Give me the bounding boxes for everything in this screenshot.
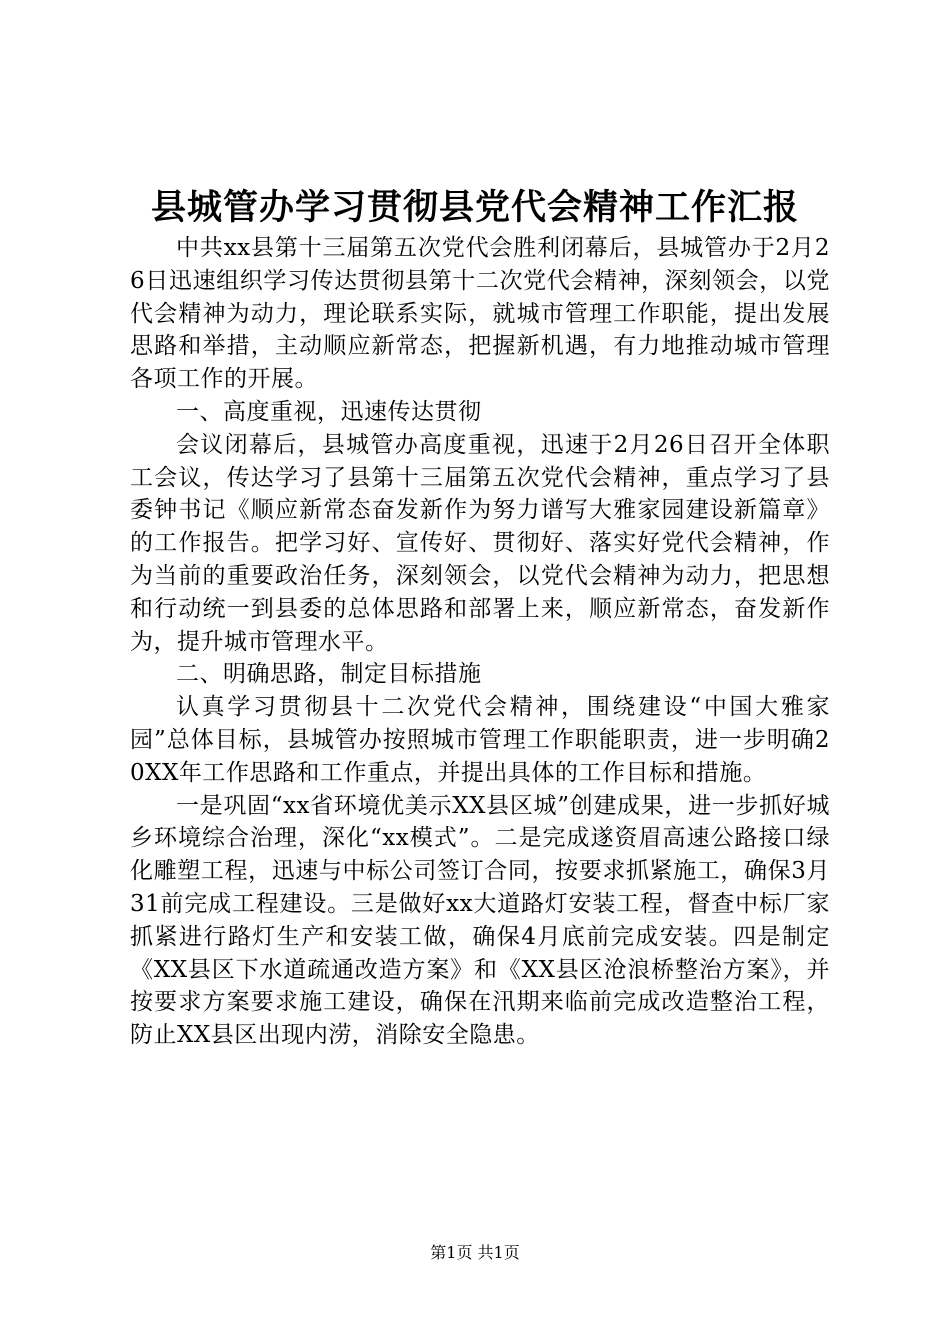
section-heading-1: 一、高度重视，迅速传达贯彻 — [176, 398, 482, 425]
paragraph-section-2: 认真学习贯彻县十二次党代会精神，围绕建设“中国大雅家园”总体目标，县城管办按照城市管理工作职能职责，进一步明确20XX年工作思路和工作重点，并提出具体的工作目标和措施。 — [130, 694, 830, 786]
paragraph-intro: 中共xx县第十三届第五次党代会胜利闭幕后，县城管办于2月26日迅速组织学习传达贯彻县第十二次党代会精神，深刻领会，以党代会精神为动力，理论联系实际，就城市管理工作职能，提出发展思路和举措，主动顺应新常态，把握新机遇，有力地推动城市管理各项工作的开展。 — [130, 235, 830, 393]
document-body — [130, 232, 830, 1052]
section-heading-2: 二、明确思路，制定目标措施 — [176, 661, 482, 688]
page-number: 第1页 — [430, 1243, 473, 1262]
page-footer — [0, 1242, 950, 1264]
document-title: 县城管办学习贯彻县党代会精神工作汇报 — [150, 187, 799, 228]
paragraph-section-1: 会议闭幕后，县城管办高度重视，迅速于2月26日召开全体职工会议，传达学习了县第十三届第五次党代会精神，重点学习了县委钟书记《顺应新常态奋发新作为努力谱写大雅家园建设新篇章》的工作报告。把学习好、宣传好、贯彻好、落实好党代会精神，作为当前的重要政治任务，深刻领会，以党代会精神为动力，把思想和行动统一到县委的总体思路和部署上来，顺应新常态，奋发新作为，提升城市管理水平。 — [130, 431, 830, 655]
paragraph-measures: 一是巩固“xx省环境优美示XX县区城”创建成果，进一步抓好城乡环境综合治理，深化“xx模式”。二是完成遂资眉高速公路接口绿化雕塑工程，迅速与中标公司签订合同，按要求抓紧施工，确保3月31前完成工程建设。三是做好xx大道路灯安装工程，督查中标厂家抓紧进行路灯生产和安装工做，确保4月底前完成安装。四是制定《XX县区下水道疏通改造方案》和《XX县区沧浪桥整治方案》，并按要求方案要求施工建设，确保在汛期来临前完成改造整治工程，防止XX县区出现内涝，消除安全隐患。 — [130, 792, 830, 1049]
page-total: 共1页 — [477, 1243, 520, 1262]
